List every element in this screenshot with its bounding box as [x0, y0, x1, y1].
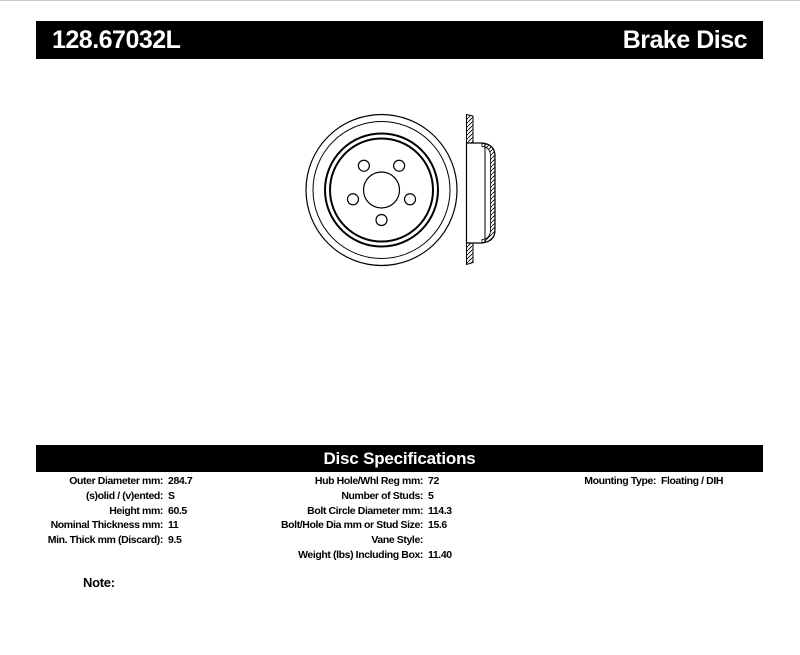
spec-column-dimensions: [33, 474, 192, 548]
spec-label: Min. Thick mm (Discard):: [47, 534, 163, 547]
spec-value: 5: [428, 489, 434, 502]
section-plate-top-hatched: [467, 115, 474, 144]
note-label: Note:: [83, 575, 115, 590]
spec-label: Vane Style:: [371, 534, 423, 547]
spec-value: 72: [428, 475, 439, 487]
spec-section-title: Disc Specifications: [323, 448, 476, 468]
spec-value: S: [168, 489, 175, 502]
part-number: 128.67032L: [52, 25, 181, 54]
spec-label: Height mm:: [109, 504, 163, 517]
spec-row: [33, 474, 192, 489]
disc-outer-rim-inner-edge: [313, 122, 450, 259]
page-title: Brake Disc: [622, 25, 747, 54]
spec-label: Outer Diameter mm:: [69, 475, 163, 487]
spec-label: Mounting Type:: [584, 475, 656, 487]
spec-value: 114.3: [428, 504, 452, 517]
spec-section-header: [36, 445, 763, 472]
spec-row: [263, 474, 452, 489]
spec-value: 15.6: [428, 519, 447, 532]
stud-hole: [405, 194, 416, 205]
spec-value: 11.40: [428, 548, 452, 561]
spec-value: 11: [168, 519, 179, 532]
header-bar: [36, 21, 763, 59]
section-plate-bottom-hatched: [467, 243, 474, 265]
spec-value: 284.7: [168, 475, 193, 487]
disc-front-view: [306, 115, 457, 266]
stud-hole: [347, 194, 358, 205]
spec-column-hub: [263, 474, 452, 563]
spec-row: [263, 504, 452, 519]
center-hub-hole: [364, 172, 400, 208]
spec-row: [33, 518, 192, 533]
spec-label: Bolt Circle Diameter mm:: [307, 504, 423, 517]
disc-outer-edge: [306, 115, 457, 266]
spec-row: [536, 474, 723, 489]
spec-value: 60.5: [168, 504, 187, 517]
spec-label: Bolt/Hole Dia mm or Stud Size:: [280, 519, 423, 532]
spec-row: [33, 489, 192, 504]
spec-value: Floating / DIH: [661, 475, 724, 487]
stud-hole: [394, 160, 405, 171]
brake-disc-drawing: [296, 106, 506, 274]
disc-section-view: [467, 115, 496, 265]
spec-label: Weight (lbs) Including Box:: [298, 548, 423, 561]
spec-row: [263, 489, 452, 504]
spec-row: [263, 548, 452, 563]
spec-column-mounting: [536, 474, 723, 489]
spec-row: [33, 533, 192, 548]
stud-hole: [358, 160, 369, 171]
spec-row: [263, 533, 452, 548]
spec-label: (s)olid / (v)ented:: [86, 489, 163, 502]
stud-hole: [376, 215, 387, 226]
spec-label: Hub Hole/Whl Reg mm:: [314, 475, 423, 487]
spec-row: [263, 518, 452, 533]
spec-label: Nominal Thickness mm:: [50, 519, 163, 532]
spec-value: 9.5: [168, 534, 182, 547]
spec-label: Number of Studs:: [341, 489, 423, 502]
spec-row: [33, 504, 192, 519]
braking-surface-inner-ring-outer: [325, 134, 438, 247]
